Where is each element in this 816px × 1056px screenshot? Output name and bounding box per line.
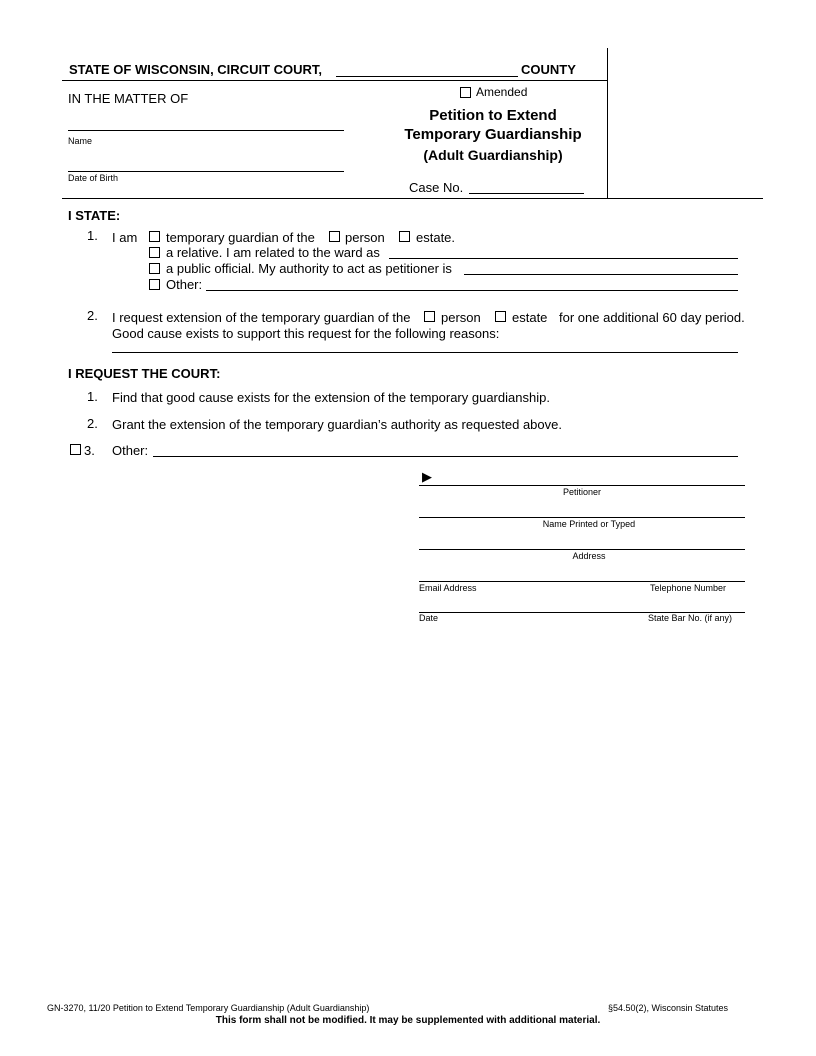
temp-guardian-checkbox[interactable] [149,231,160,242]
item2-number: 2. [87,308,98,323]
request1-number: 1. [87,389,98,404]
date-label: Date [419,613,439,623]
estate-label: estate. [416,230,456,245]
item2-text: I request extension of the temporary guardian of the [112,310,411,325]
header-top-divider [62,80,607,81]
other1-label: Other: [166,277,203,292]
footer-statute: §54.50(2), Wisconsin Statutes [608,1003,729,1013]
official-checkbox[interactable] [149,263,160,274]
other1-field[interactable] [206,290,738,291]
phone-label: Telephone Number [650,583,727,593]
request3-label: Other: [112,443,149,458]
address-label: Address [572,551,606,561]
county-label: COUNTY [521,62,576,77]
matter-label: IN THE MATTER OF [68,91,189,106]
temp-guardian-label: temporary guardian of the [166,230,315,245]
i-am-label: I am [112,230,138,245]
header-right-border [607,48,608,198]
item2-period: for one additional 60 day period. [559,310,745,325]
email-label: Email Address [419,583,477,593]
amended-label: Amended [476,85,528,99]
other1-checkbox[interactable] [149,279,160,290]
address-field[interactable] [419,549,745,550]
form-title-2: Temporary Guardianship [404,126,582,143]
state-heading: I STATE: [68,208,121,223]
name-field[interactable] [68,130,344,131]
item2-person-checkbox[interactable] [424,311,435,322]
header-bottom-divider [62,198,763,199]
state-bar-label: State Bar No. (if any) [648,613,733,623]
item2-good-cause: Good cause exists to support this request for the following reasons: [112,326,500,341]
request3-field[interactable] [153,456,738,457]
footer-form-id: GN-3270, 11/20 Petition to Extend Temporary Guardianship (Adult Guardianship) [47,1003,370,1013]
item1-number: 1. [87,228,98,243]
request1-text: Find that good cause exists for the extension of the temporary guardianship. [112,390,550,405]
request-heading: I REQUEST THE COURT: [68,366,221,381]
relative-checkbox[interactable] [149,247,160,258]
relative-field[interactable] [389,258,738,259]
dob-label: Date of Birth [68,173,119,183]
name-label: Name [68,136,93,146]
name-printed-field[interactable] [419,517,745,518]
case-no-field[interactable] [469,193,584,194]
item2-person-label: person [441,310,481,325]
form-title-3: (Adult Guardianship) [423,147,563,163]
form-title-1: Petition to Extend [429,107,557,124]
item2-estate-label: estate [512,310,548,325]
person-label: person [345,230,385,245]
court-label: STATE OF WISCONSIN, CIRCUIT COURT, [69,62,323,77]
reasons-field[interactable] [112,352,738,353]
request3-number: 3. [84,443,95,458]
official-field[interactable] [464,274,738,275]
relative-label: a relative. I am related to the ward as [166,245,380,260]
footer-notice: This form shall not be modified. It may be supplemented with additional material. [215,1015,601,1026]
email-phone-field[interactable] [419,581,745,582]
signature-arrow-icon: ▶ [422,469,432,484]
official-label: a public official. My authority to act as petitioner is [166,261,452,276]
petitioner-label: Petitioner [562,487,602,497]
amended-checkbox[interactable] [460,87,471,98]
person-checkbox[interactable] [329,231,340,242]
dob-field[interactable] [68,171,344,172]
county-field[interactable] [336,76,518,77]
petitioner-signature-field[interactable] [419,485,745,486]
estate-checkbox[interactable] [399,231,410,242]
name-printed-label: Name Printed or Typed [542,519,636,529]
request3-checkbox[interactable] [70,444,81,455]
request2-number: 2. [87,416,98,431]
case-no-label: Case No. [409,180,464,195]
request2-text: Grant the extension of the temporary guardian’s authority as requested above. [112,417,562,432]
item2-estate-checkbox[interactable] [495,311,506,322]
